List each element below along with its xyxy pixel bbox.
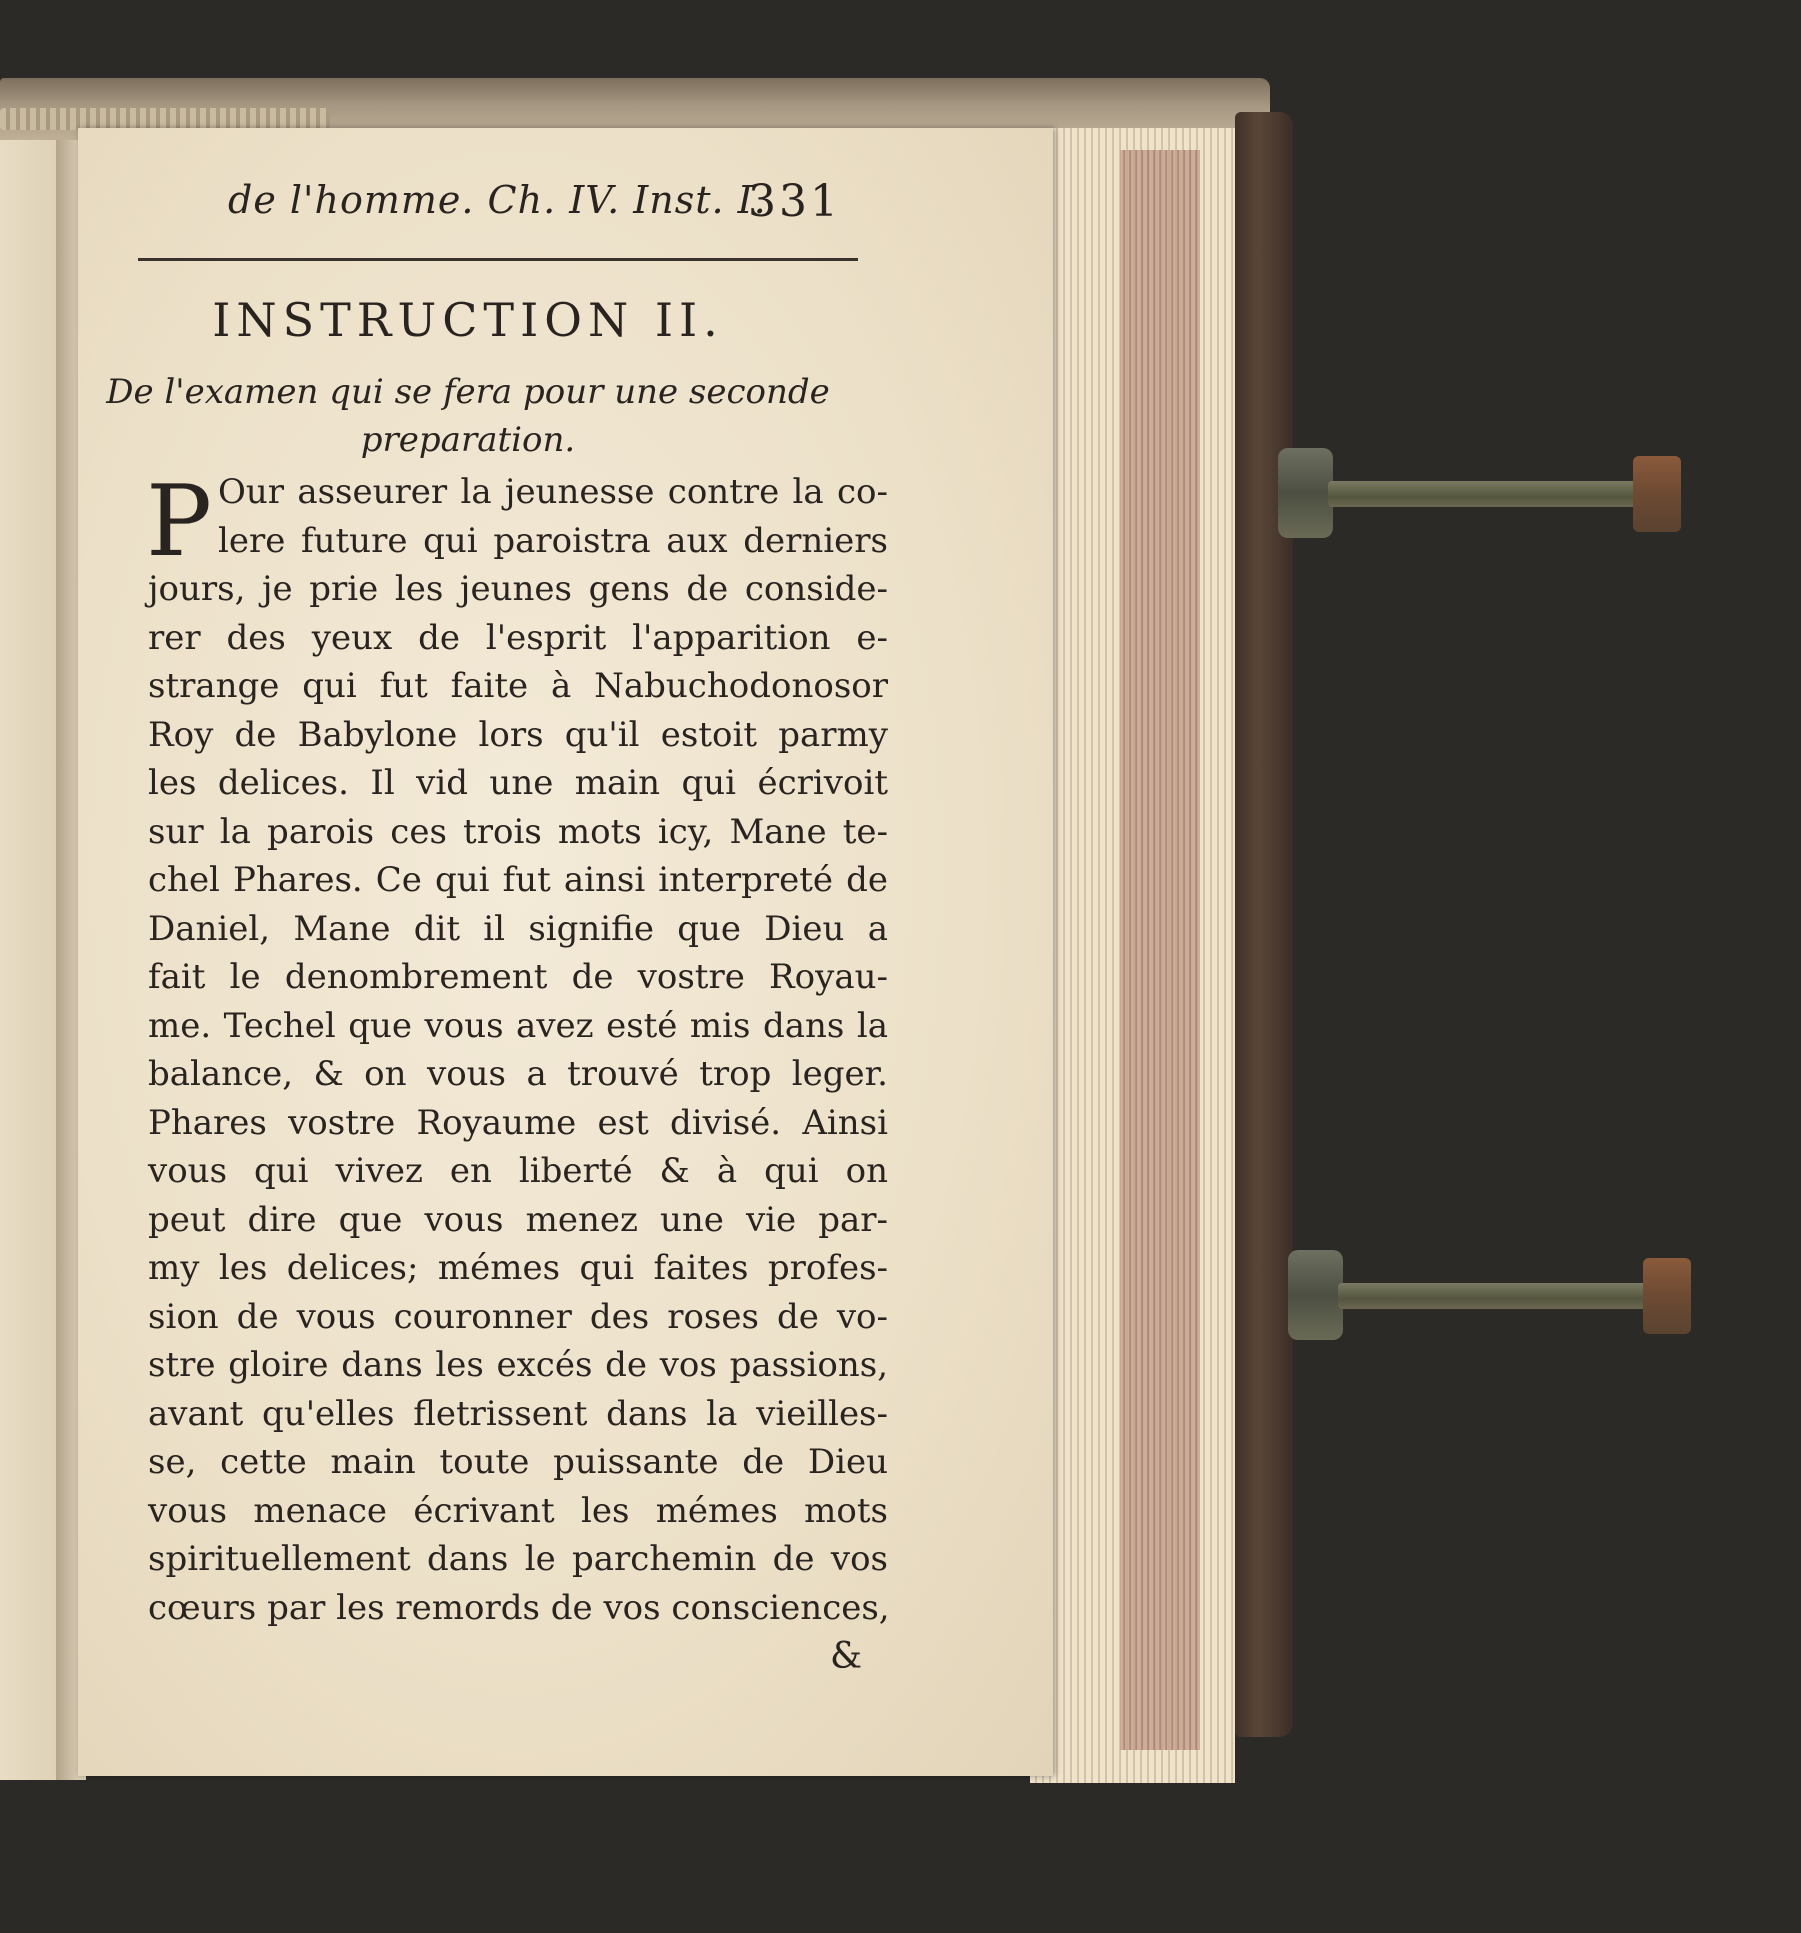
text-line: me. Techel que vous avez esté mis dans la	[148, 1005, 888, 1046]
text-line: cœurs par les remords de vos consciences,	[148, 1587, 890, 1628]
subheading-line: De l'examen qui se fera pour une seconde	[106, 372, 830, 412]
clasp-bar	[1328, 481, 1658, 507]
text-line: jours, je prie les jeunes gens de conside-	[148, 569, 888, 609]
section-heading: INSTRUCTION II.	[212, 293, 724, 347]
header-rule	[138, 258, 858, 261]
text-line: rer des yeux de l'esprit l'apparition e-	[148, 617, 888, 658]
text-line: my les delices; mémes qui faites profes-	[148, 1248, 888, 1288]
clasp-hinge	[1288, 1250, 1343, 1340]
text-line: balance, & on vous a trouvé trop leger.	[148, 1054, 888, 1094]
back-cover-edge	[1235, 112, 1293, 1737]
text-line: lere future qui paroistra aux derniers	[218, 520, 888, 561]
text-line: spirituellement dans le parchemin de vos	[148, 1539, 888, 1579]
text-line: les delices. Il vid une main qui écrivoit	[148, 763, 888, 803]
page-text-area	[78, 128, 1053, 1776]
clasp-catch	[1643, 1258, 1691, 1334]
text-line: vous qui vivez en liberté & à qui on	[148, 1151, 888, 1191]
text-line: Daniel, Mane dit il signifie que Dieu a	[148, 908, 888, 949]
clasp-hinge	[1278, 448, 1333, 538]
text-line: fait le denombrement de vostre Royau-	[148, 957, 888, 997]
catchword: &	[830, 1636, 863, 1677]
text-line: sion de vous couronner des roses de vo-	[148, 1296, 888, 1337]
red-edged-pages	[1120, 150, 1200, 1750]
text-line: vous menace écrivant les mémes mots	[148, 1490, 888, 1531]
text-line: avant qu'elles fletrissent dans la vieilles-	[148, 1393, 888, 1434]
text-line: strange qui fut faite à Nabuchodonosor	[148, 666, 888, 706]
running-head: de l'homme. Ch. IV. Inst. I.	[228, 178, 767, 222]
text-line: stre gloire dans les excés de vos passions,	[148, 1345, 888, 1385]
text-line: Our asseurer la jeunesse contre la co-	[218, 472, 888, 512]
text-line: sur la parois ces trois mots icy, Mane te-	[148, 811, 888, 852]
headband	[0, 108, 330, 130]
clasp-bar	[1338, 1283, 1668, 1309]
section-subheading	[78, 368, 858, 464]
clasp-catch	[1633, 456, 1681, 532]
body-text	[146, 465, 890, 1632]
subheading-line: preparation.	[360, 420, 576, 460]
text-line: chel Phares. Ce qui fut ainsi interpreté de	[148, 860, 888, 900]
page-number: 331	[748, 176, 841, 227]
text-line: se, cette main toute puissante de Dieu	[148, 1442, 888, 1482]
text-line: Phares vostre Royaume est divisé. Ainsi	[148, 1102, 888, 1143]
drop-cap: P	[146, 465, 212, 579]
text-line: peut dire que vous menez une vie par-	[148, 1199, 888, 1240]
text-line: Roy de Babylone lors qu'il estoit parmy	[148, 714, 888, 755]
